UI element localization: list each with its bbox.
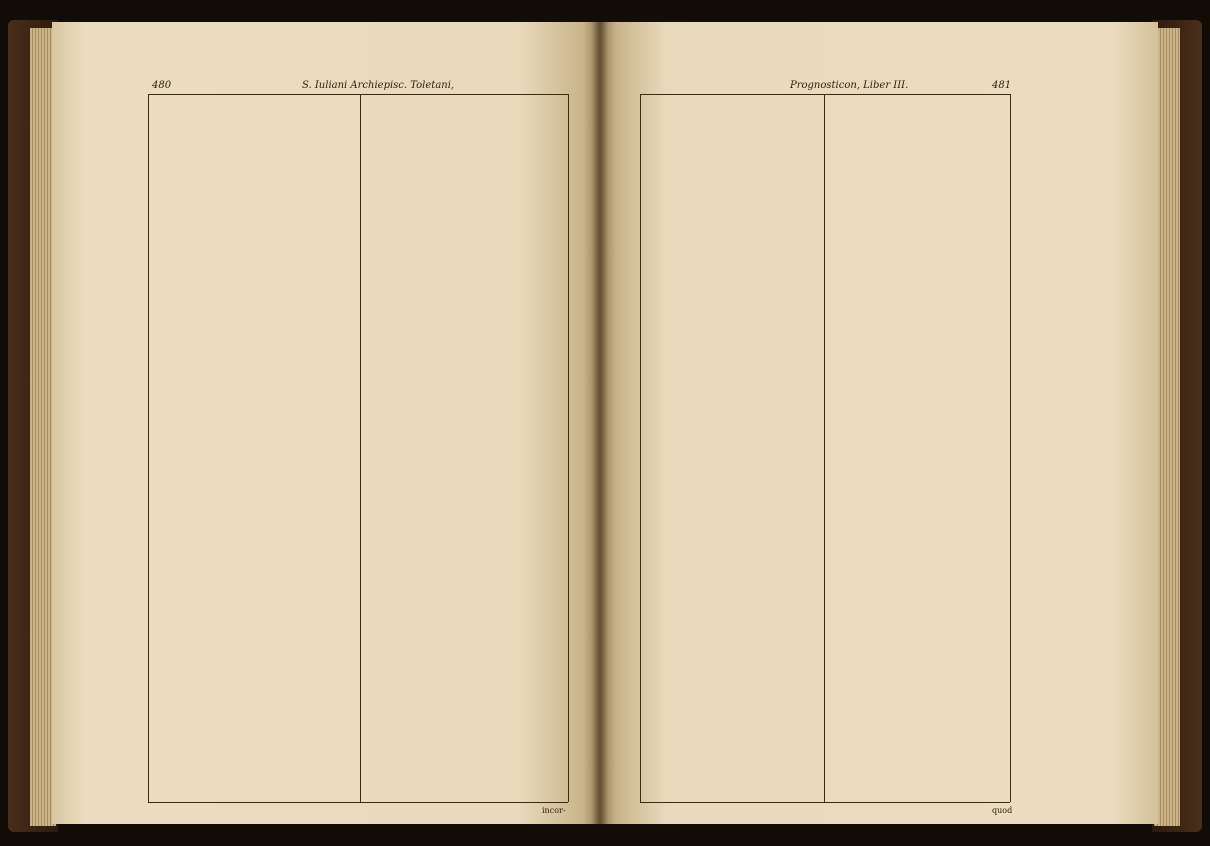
right-outer-rule [1010,94,1011,802]
right-column-a [644,98,820,800]
right-head-rule [640,94,1010,95]
left-column-b [364,98,564,800]
left-column-divider [360,94,361,802]
right-running-head: Prognosticon, Liber III. [790,80,909,91]
book-gutter [592,22,608,824]
left-page [52,22,600,824]
left-foot-rule [148,802,568,803]
right-foot-rule [640,802,1010,803]
left-running-head: S. Iuliani Archiepisc. Toletani, [302,80,455,91]
right-page [600,22,1158,824]
left-page-number: 480 [152,80,172,91]
right-column-divider [824,94,825,802]
left-outer-rule [148,94,149,802]
right-inner-rule [640,94,641,802]
right-catchword: quod [992,806,1013,815]
left-inner-rule [568,94,569,802]
right-page-number: 481 [992,80,1012,91]
left-column-a [152,98,356,800]
left-head-rule [148,94,568,95]
right-column-b [828,98,1006,800]
left-catchword: incor- [542,806,566,815]
